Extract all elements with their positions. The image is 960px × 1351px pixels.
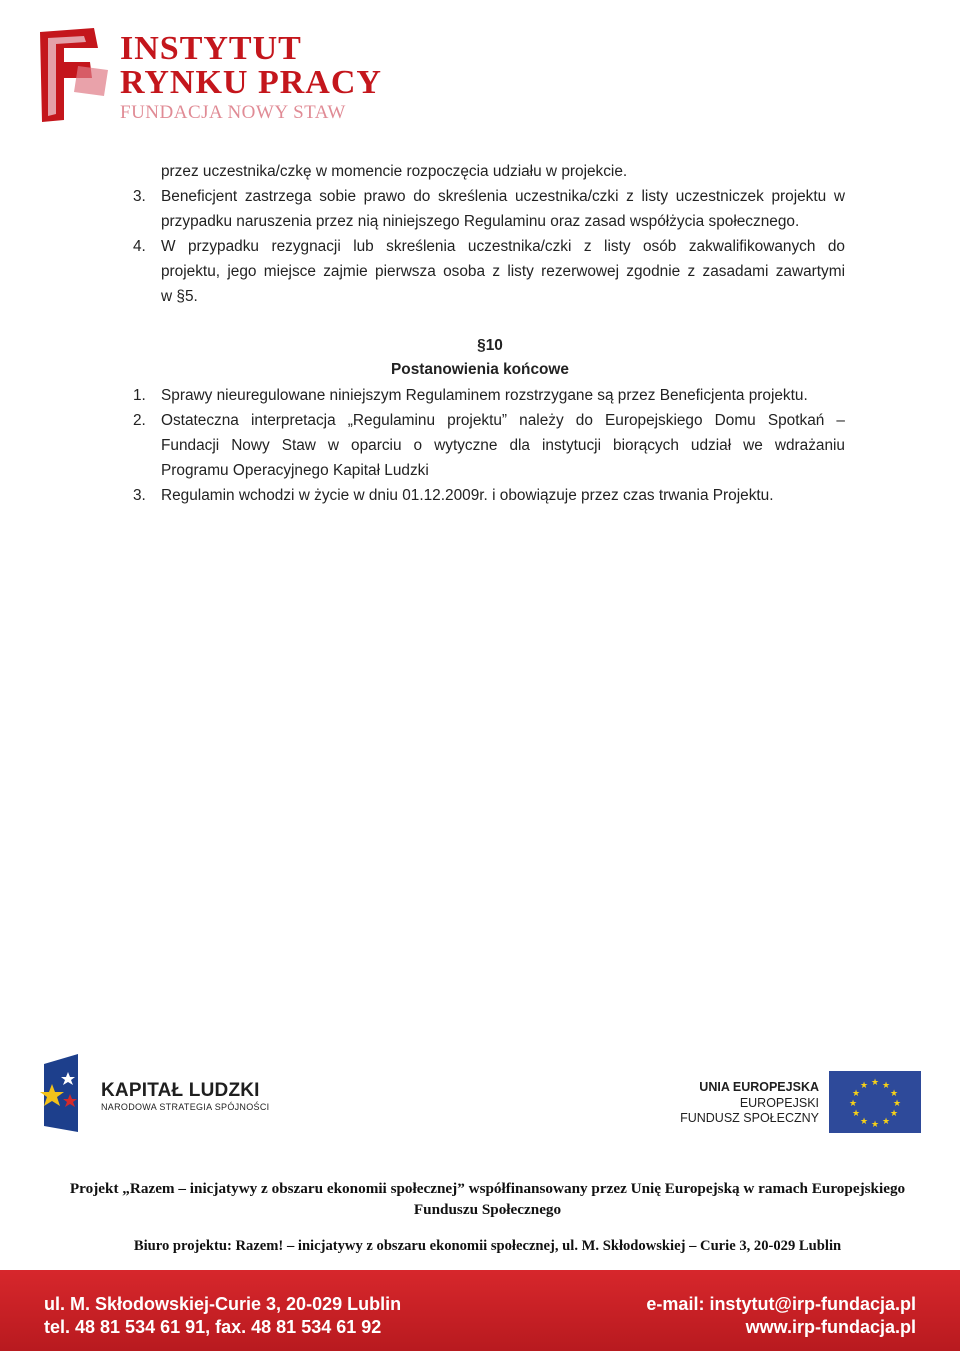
project-info-line1: Projekt „Razem – inicjatywy z obszaru ekonomii społecznej” współfinansowany przez Unię Europejską w ramach Europejskiego	[69, 1180, 906, 1197]
svg-text:★: ★	[851, 1089, 861, 1099]
svg-text:★: ★	[881, 1081, 891, 1091]
eu-label-line2: EUROPEJSKI	[739, 1096, 819, 1110]
band-phone: tel. 48 81 534 61 91, fax. 48 81 534 61 92	[44, 1317, 382, 1337]
logo-title-line2: RYNKU PRACY	[120, 64, 382, 101]
svg-text:★: ★	[848, 1099, 858, 1109]
kapital-ludzki-logo-icon	[38, 1054, 84, 1132]
band-website: www.irp-fundacja.pl	[745, 1317, 916, 1337]
body-line: Sprawy nieuregulowane niniejszym Regulaminem rozstrzygane są przez Beneficjenta projektu.	[161, 387, 808, 404]
contact-band	[0, 1270, 960, 1351]
svg-text:★: ★	[851, 1109, 861, 1119]
list-number: 4.	[133, 238, 146, 255]
logo-mark-icon	[34, 26, 114, 124]
instytut-logo	[34, 26, 382, 126]
svg-text:★: ★	[859, 1117, 869, 1127]
svg-text:★: ★	[892, 1099, 902, 1109]
kapital-ludzki-subtitle: NARODOWA STRATEGIA SPÓJNOŚCI	[101, 1102, 270, 1112]
body-line: Beneficjent zastrzega sobie prawo do skreślenia uczestnika/czki z listy uczestniczek projektu w	[161, 188, 845, 205]
svg-text:★: ★	[889, 1109, 899, 1119]
svg-text:★: ★	[870, 1120, 880, 1130]
list-number: 1.	[133, 387, 146, 404]
body-line: Fundacji Nowy Staw w oparciu o wytyczne dla instytucji biorących udział we wdrażaniu	[161, 437, 845, 454]
svg-text:★: ★	[889, 1089, 899, 1099]
section-number: §10	[477, 337, 503, 354]
eu-flag-icon	[829, 1071, 921, 1133]
eu-label-line1: UNIA EUROPEJSKA	[699, 1080, 819, 1094]
body-line: Regulamin wchodzi w życie w dniu 01.12.2009r. i obowiązuje przez czas trwania Projektu.	[161, 487, 774, 504]
project-office-line: Biuro projektu: Razem! – inicjatywy z obszaru ekonomii społecznej, ul. M. Skłodowskiej – Curie 3, 20-029 Lublin	[133, 1238, 842, 1254]
body-line: w §5.	[161, 288, 198, 305]
list-number: 3.	[133, 487, 146, 504]
band-address: ul. M. Skłodowskiej-Curie 3, 20-029 Lublin	[44, 1294, 402, 1314]
body-line: projektu, jego miejsce zajmie pierwsza osoba z listy rezerwowej zgodnie z zasadami zawartymi	[161, 263, 845, 280]
list-number: 3.	[133, 188, 146, 205]
section-title: Postanowienia końcowe	[391, 361, 569, 378]
band-email: e-mail: instytut@irp-fundacja.pl	[646, 1294, 916, 1314]
eu-label-line3: FUNDUSZ SPOŁECZNY	[680, 1111, 819, 1125]
logo-subtitle: FUNDACJA NOWY STAW	[120, 102, 346, 123]
body-line: przypadku naruszenia przez nią niniejszego Regulaminu oraz zasad współżycia społecznego.	[161, 213, 800, 230]
kapital-ludzki-title: KAPITAŁ LUDZKI	[101, 1080, 260, 1101]
body-line: przez uczestnika/czkę w momencie rozpoczęcia udziału w projekcie.	[161, 163, 628, 180]
project-info-line2: Funduszu Społecznego	[413, 1201, 562, 1218]
body-line: W przypadku rezygnacji lub skreślenia uczestnika/czki z listy osób zakwalifikowanych do	[161, 238, 845, 255]
svg-text:★: ★	[881, 1117, 891, 1127]
logo-title-line1: INSTYTUT	[120, 30, 302, 67]
svg-text:★: ★	[870, 1078, 880, 1088]
list-number: 2.	[133, 412, 146, 429]
body-line: Ostateczna interpretacja „Regulaminu projektu” należy do Europejskiego Domu Spotkań –	[161, 412, 845, 429]
svg-text:★: ★	[859, 1081, 869, 1091]
body-line: Programu Operacyjnego Kapitał Ludzki	[161, 462, 429, 479]
